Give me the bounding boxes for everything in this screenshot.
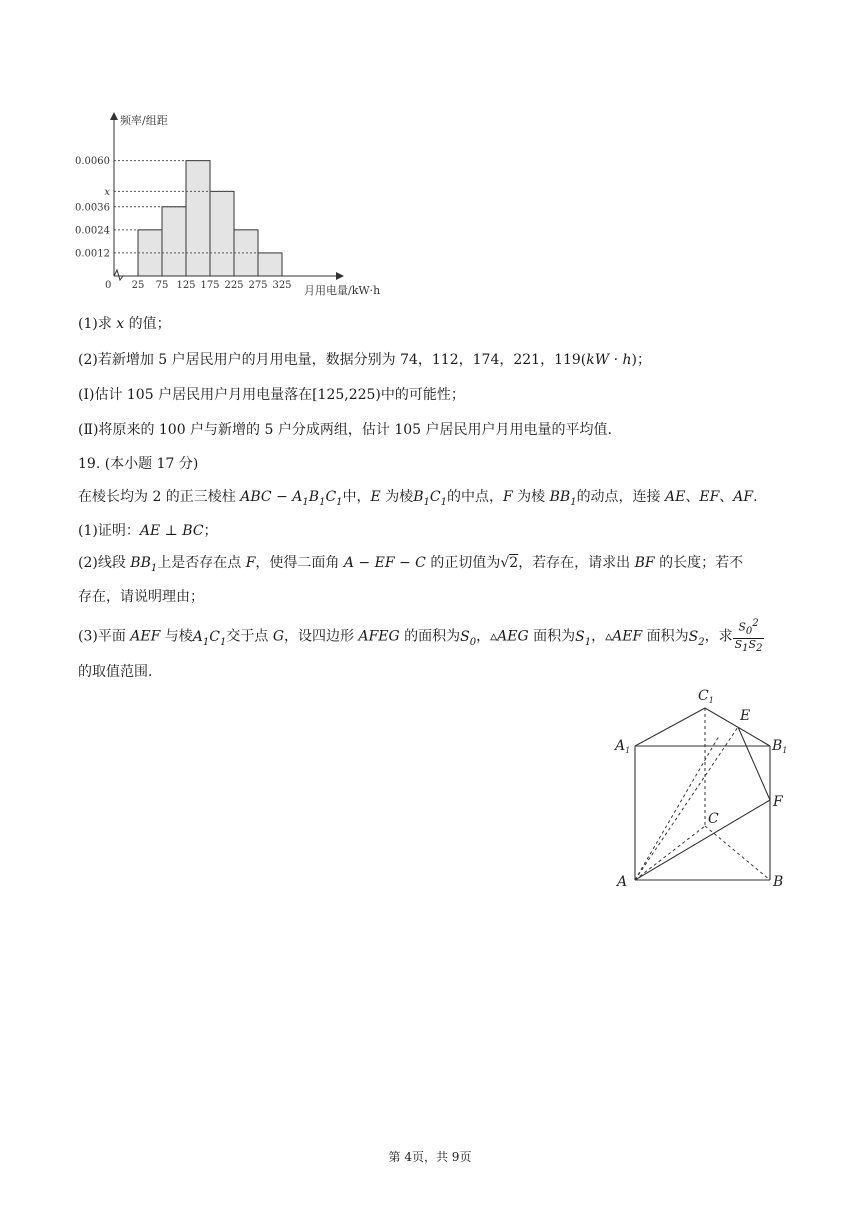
prism-figure: [612, 682, 802, 892]
q1-line: (1)求 x 的值；: [78, 316, 171, 332]
x-tick-label: 25: [131, 280, 145, 291]
x-tick-label: 325: [272, 280, 292, 291]
problem-19-stem: 在棱长均为 2 的正三棱柱 ABC − $A_1B_1C_1$中，E 为棱$B_1C_1$的中点，F 为棱 $BB_1$的动点，连接 AE、EF、AF.: [78, 489, 758, 508]
problem-19-q1: (1)证明：AE ⊥ BC；: [78, 523, 218, 539]
histogram-bar: [162, 207, 186, 276]
y-tick-label: 0.0060: [75, 156, 110, 168]
frequency-histogram: [70, 108, 400, 298]
page-footer: 第 4页，共 9页: [388, 1150, 472, 1164]
label-B1: $B_1$: [772, 738, 788, 755]
label-B: B: [773, 874, 784, 890]
y-tick-label: 0.0024: [75, 225, 110, 237]
y-tick-label: 0.0012: [75, 248, 110, 260]
problem-19-q2-cont: 存在，请说明理由；: [78, 589, 204, 605]
label-C: C: [708, 811, 719, 827]
problem-19-heading: 19. (本小题 17 分): [78, 456, 199, 472]
q2-line: (2)若新增加 5 户居民用户的月用电量，数据分别为 74，112，174，221，119(kW · h)；: [78, 352, 651, 368]
histogram-bar: [210, 191, 234, 276]
label-A: A: [617, 874, 628, 890]
x-tick-label: 125: [176, 280, 196, 291]
label-F: F: [773, 794, 783, 810]
y-tick-label: 0.0036: [75, 202, 110, 214]
y-axis-label: 频率/组距: [120, 114, 168, 127]
x-tick-label: 275: [248, 280, 268, 291]
x-tick-label: 225: [224, 280, 244, 291]
label-A1: $A_1$: [615, 738, 631, 755]
problem-19-q3-cont: 的取值范围.: [78, 664, 153, 680]
histogram-bar: [258, 253, 282, 276]
histogram-bar: [186, 161, 210, 276]
problem-19-q3: (3)平面 AEF 与棱$A_1C_1$交于点 G，设四边形 AFEG 的面积为$S_0$，▵AEG 面积为$S_1$，▵AEF 面积为$S_2$，求 $\frac{S_0^2}{S_1S_2}$: [78, 618, 763, 655]
axis-break-icon: [114, 270, 123, 280]
x-tick-label: 75: [155, 280, 169, 291]
x-axis-label: 月用电量/kW·h: [304, 284, 381, 297]
label-C1: $C_1$: [698, 688, 714, 705]
q2a-line: (Ⅰ)估计 105 户居民用户月用电量落在[125,225)中的可能性；: [78, 387, 465, 403]
y-tick-label: x: [104, 186, 110, 198]
origin-label: 0: [105, 280, 112, 291]
q2b-line: (Ⅱ)将原来的 100 户与新增的 5 户分成两组，估计 105 户居民用户月用电量的平均值.: [78, 422, 612, 438]
x-tick-label: 175: [200, 280, 220, 291]
label-E: E: [740, 708, 751, 724]
problem-19-q2: (2)线段 $BB_1$上是否存在点 F，使得二面角 A − EF − C 的正切值为√2，若存在，请求出 BF 的长度；若不: [78, 555, 744, 574]
